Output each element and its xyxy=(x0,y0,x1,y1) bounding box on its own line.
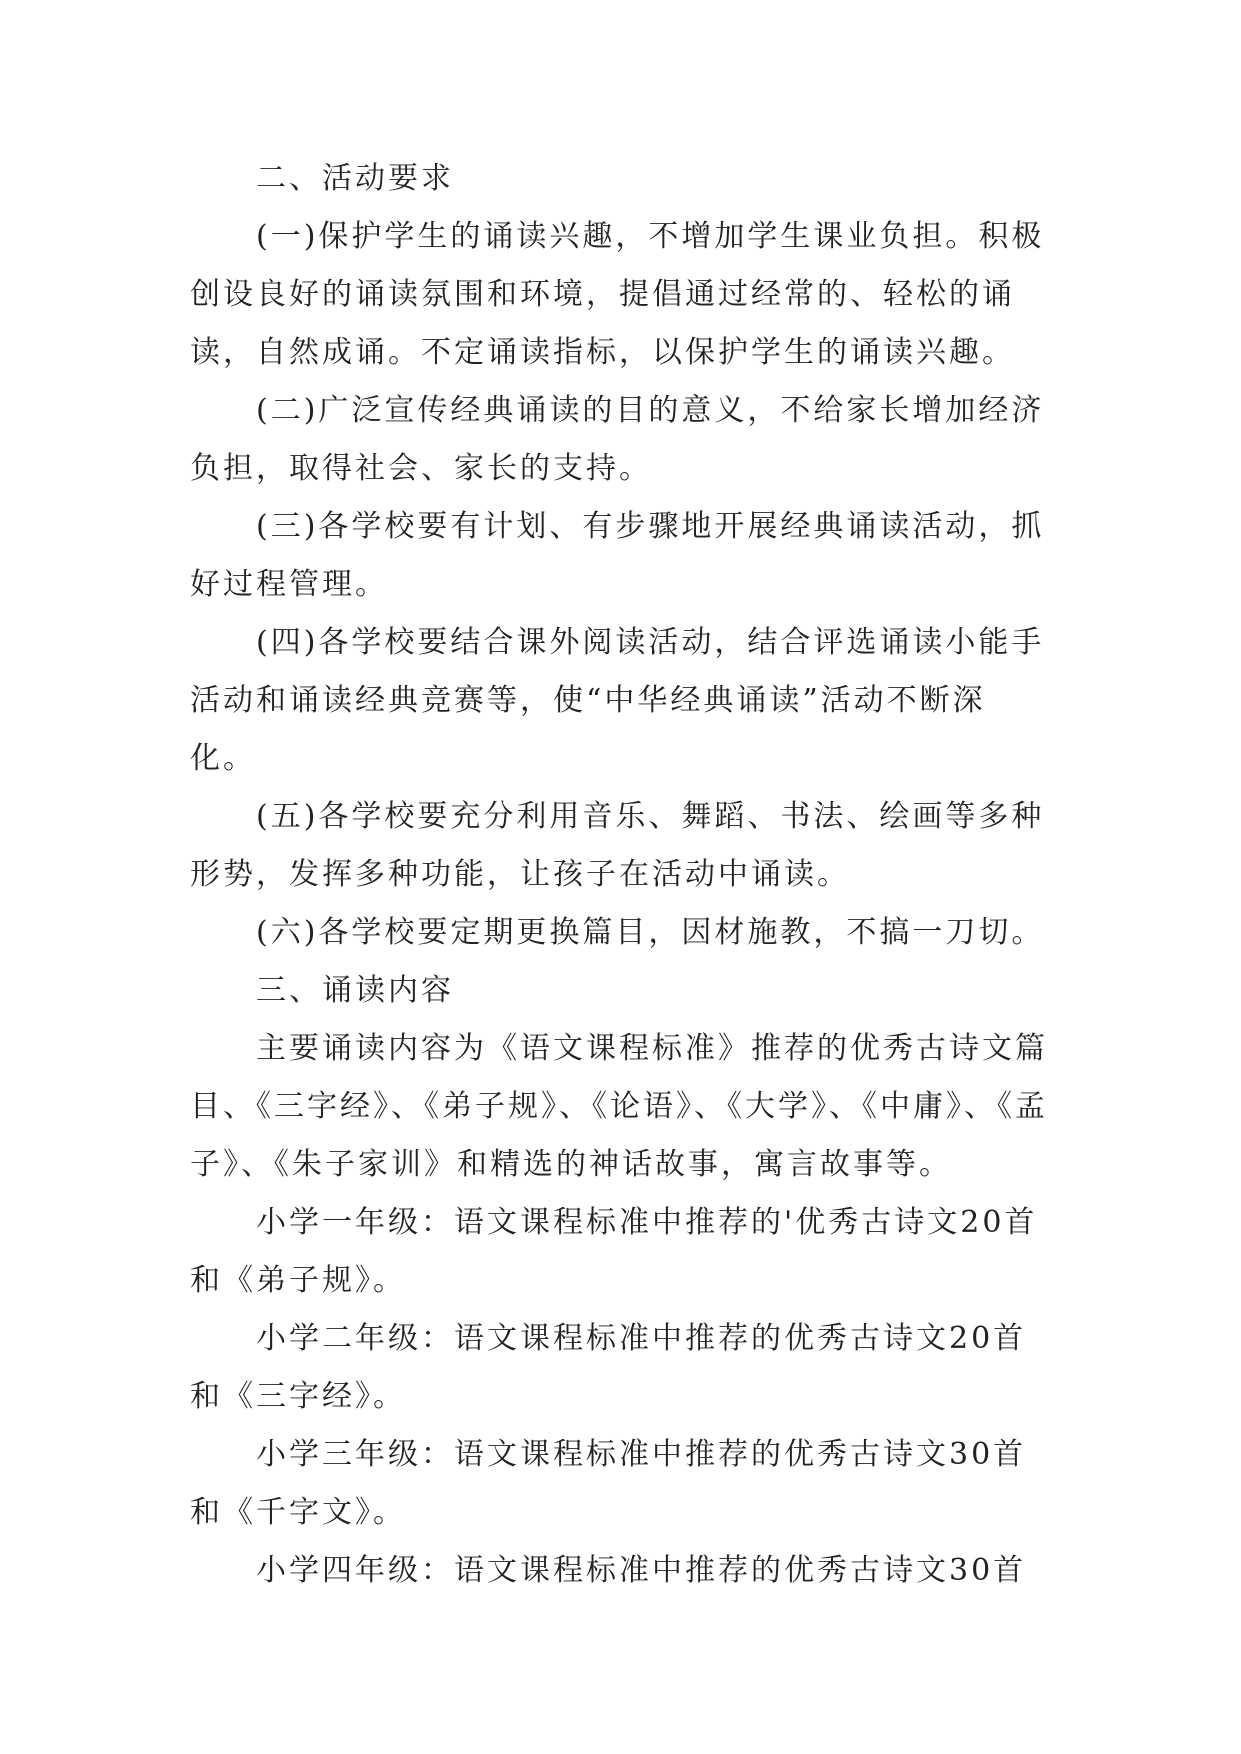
document-body xyxy=(190,150,1050,1600)
paragraph: (三)各学校要有计划、有步骤地开展经典诵读活动，抓好过程管理。 xyxy=(190,509,1045,602)
paragraph: 小学三年级：语文课程标准中推荐的优秀古诗文30首和《千字文》。 xyxy=(190,1437,1027,1530)
paragraph: 小学一年级：语文课程标准中推荐的'优秀古诗文20首和《弟子规》。 xyxy=(190,1205,1038,1298)
section-heading: 三、诵读内容 xyxy=(256,973,454,1008)
paragraph: (四)各学校要结合课外阅读活动，结合评选诵读小能手活动和诵读经典竞赛等，使“中华经典诵读”活动不断深化。 xyxy=(190,625,1045,776)
paragraph: (六)各学校要定期更换篇目，因材施教，不搞一刀切。 xyxy=(256,915,1045,950)
paragraph: 小学二年级：语文课程标准中推荐的优秀古诗文20首和《三字经》。 xyxy=(190,1321,1027,1414)
paragraph: (二)广泛宣传经典诵读的目的意义，不给家长增加经济负担，取得社会、家长的支持。 xyxy=(190,393,1045,486)
paragraph: 主要诵读内容为《语文课程标准》推荐的优秀古诗文篇目、《三字经》、《弟子规》、《论语》、《大学》、《中庸》、《孟子》、《朱子家训》和精选的神话故事，寓言故事等。 xyxy=(190,1031,1048,1182)
paragraph: 小学四年级：语文课程标准中推荐的优秀古诗文30首 xyxy=(256,1553,1027,1588)
paragraph: (五)各学校要充分利用音乐、舞蹈、书法、绘画等多种形势，发挥多种功能，让孩子在活动中诵读。 xyxy=(190,799,1045,892)
paragraph: (一)保护学生的诵读兴趣，不增加学生课业负担。积极创设良好的诵读氛围和环境，提倡通过经常的、轻松的诵读，自然成诵。不定诵读指标，以保护学生的诵读兴趣。 xyxy=(190,219,1045,370)
section-heading: 二、活动要求 xyxy=(256,161,454,196)
